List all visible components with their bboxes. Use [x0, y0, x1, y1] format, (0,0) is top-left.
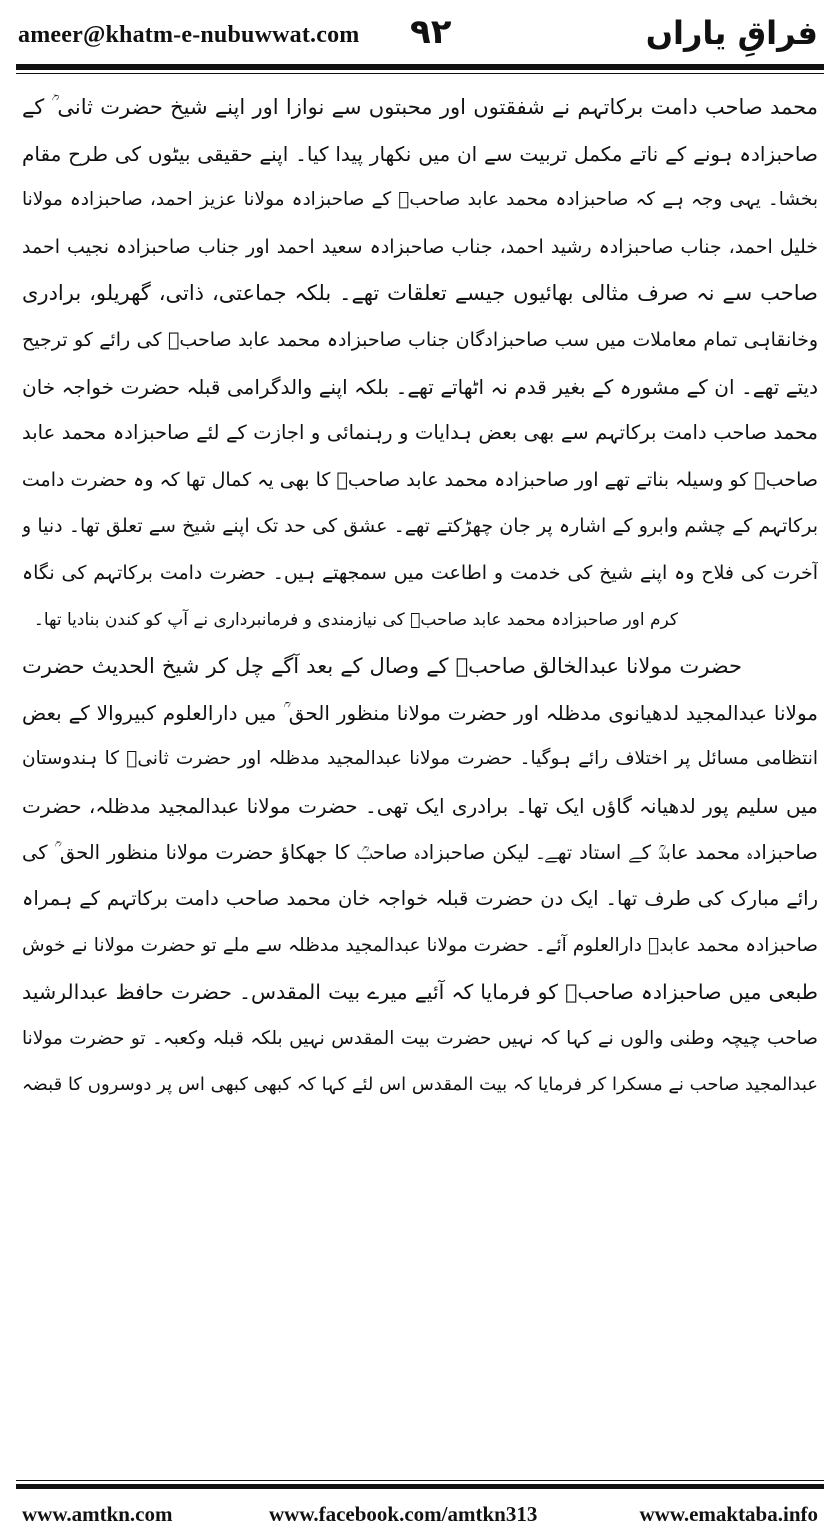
text-line: برکاتہم کے چشم وابرو کے اشارہ پر جان چھڑکتے تھے۔ عشق کی حد تک اپنے شیخ سے تعلق تھا۔ دنیا و	[22, 515, 818, 538]
text-line: صاحب چیچہ وطنی والوں نے کہا کہ نہیں حضرت بیت المقدس نہیں بلکہ قبلہ وکعبہ۔ تو حضرت مولانا	[22, 1027, 818, 1049]
text-line: طبعی میں صاحبزادہ صاحبؒ کو فرمایا کہ آئیے میرے بیت المقدس۔ حضرت حافظ عبدالرشید	[22, 980, 818, 1005]
text-line: رائے مبارک کی طرف تھا۔ ایک دن حضرت قبلہ خواجہ خان محمد صاحب دامت برکاتہم کے ہمراہ	[22, 887, 818, 911]
page-number: ۹۲	[410, 12, 452, 52]
footer-link-amtkn[interactable]: www.amtkn.com	[22, 1502, 173, 1526]
page-footer	[22, 1502, 818, 1532]
paragraph-start-line: حضرت مولانا عبدالخالق صاحبؒ کے وصال کے بعد آگے چل کر شیخ الحدیث حضرت	[22, 654, 742, 679]
text-line: میں سلیم پور لدھیانہ گاؤں ایک تھا۔ برادری ایک تھی۔ حضرت مولانا عبدالمجید مدظلہ، حضرت	[22, 793, 818, 818]
text-line: صاحبزادہ ہونے کے ناتے مکمل تربیت سے ان میں نکھار پیدا کیا۔ اپنے حقیقی بیٹوں کی طرح مقام	[22, 141, 818, 166]
footer-rule-thick	[16, 1484, 824, 1489]
footer-rule-thin	[16, 1480, 824, 1481]
text-line: محمد صاحب دامت برکاتہم نے شفقتوں اور محبتوں سے نوازا اور اپنے شیخ حضرت ثانی ؒ کے	[22, 95, 818, 119]
paragraph-end-line: کرم اور صاحبزادہ محمد عابد صاحبؒ کی نیازمندی و فرمانبرداری نے آپ کو کندن بنادیا تھا۔	[33, 609, 678, 630]
header-email: ameer@khatm-e-nubuwwat.com	[18, 22, 360, 48]
text-line: صاحبزادہ محمد عابدؒ کے استاد تھے۔ لیکن صاحبزادہ صاحبؒ کا جھکاؤ حضرت مولانا منظور الحق ؒ کی	[22, 840, 818, 864]
text-line: صاحبزادہ محمد عابدؒ دارالعلوم آئے۔ حضرت مولانا عبدالمجید مدظلہ سے ملے تو حضرت مولانا نے خوش	[22, 934, 818, 956]
text-line: محمد صاحب دامت برکاتہم سے بھی بعض ہدایات و رہنمائی و اجازت کے لئے صاحبزادہ محمد عابد	[22, 421, 818, 445]
book-title: فراقِ یاراں	[645, 14, 818, 52]
header-rule-thick	[16, 64, 824, 70]
footer-link-emaktaba[interactable]: www.emaktaba.info	[639, 1502, 818, 1526]
text-line: صاحبؒ کو وسیلہ بناتے تھے اور صاحبزادہ محمد عابد صاحبؒ کا بھی یہ کمال تھا کہ وہ حضرت دامت	[22, 468, 818, 491]
body-text	[22, 84, 818, 1109]
text-line: آخرت کی فلاح وہ اپنے شیخ کی خدمت و اطاعت میں سمجھتے ہیں۔ حضرت دامت برکاتہم کی نگاہ	[22, 561, 818, 584]
footer-link-facebook[interactable]: www.facebook.com/amtkn313	[269, 1502, 538, 1526]
text-line: صاحب سے نہ صرف مثالی بھائیوں جیسے تعلقات تھے۔ بلکہ جماعتی، ذاتی، گھریلو، برادری	[22, 281, 818, 306]
header-rule-thin	[16, 73, 824, 74]
text-line: انتظامی مسائل پر اختلاف رائے ہوگیا۔ حضرت مولانا عبدالمجید مدظلہ اور حضرت ثانیؒ کا ہندوستان	[22, 748, 818, 770]
text-line: خلیل احمد، جناب صاحبزادہ رشید احمد، جناب صاحبزادہ سعید احمد اور جناب صاحبزادہ نجیب احمد	[22, 235, 818, 258]
text-line: بخشا۔ یہی وجہ ہے کہ صاحبزادہ محمد عابد صاحبؒ کے صاحبزادہ مولانا عزیز احمد، صاحبزادہ مولانا	[22, 189, 818, 211]
text-line: عبدالمجید صاحب نے مسکرا کر فرمایا کہ بیت المقدس اس لئے کہا کہ کبھی کبھی اس پر دوسروں کا قبضہ	[22, 1074, 818, 1096]
text-line: وخانقاہی تمام معاملات میں سب صاحبزادگان جناب صاحبزادہ محمد عابد صاحبؒ کی رائے کو ترجیح	[22, 328, 818, 351]
page-header	[18, 10, 822, 60]
text-line: مولانا عبدالمجید لدھیانوی مدظلہ اور حضرت مولانا منظور الحق ؒ میں دارالعلوم کبیروالا کے بعض	[22, 700, 818, 725]
text-line: دیتے تھے۔ ان کے مشورہ کے بغیر قدم نہ اٹھاتے تھے۔ بلکہ اپنے والدگرامی قبلہ حضرت خواجہ خان	[22, 374, 818, 399]
